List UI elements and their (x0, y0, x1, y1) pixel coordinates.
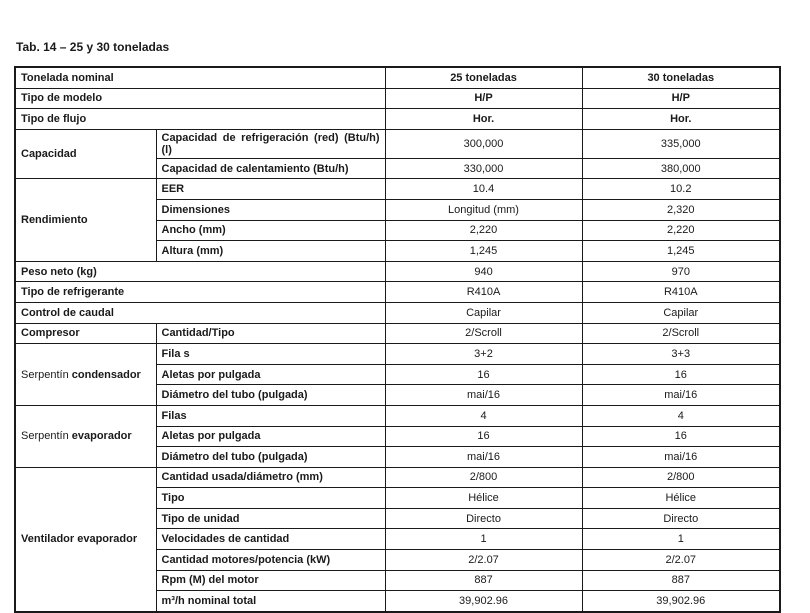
row-sublabel: Altura (mm) (156, 241, 385, 262)
row-value: 1 (385, 529, 582, 550)
group-label-compresor: Compresor (15, 323, 156, 344)
header-col-30: 30 toneladas (582, 67, 780, 88)
row-label: Tipo de modelo (15, 88, 385, 109)
row-value: 330,000 (385, 158, 582, 179)
table-row (15, 179, 780, 200)
group-label-ventilador: Ventilador evaporador (15, 467, 156, 612)
group-label-bold: evaporador (71, 430, 132, 443)
row-value: R410A (385, 282, 582, 303)
row-value: Directo (385, 508, 582, 529)
row-value: 2,320 (582, 199, 780, 220)
row-value: 16 (582, 426, 780, 447)
row-value: 2/2.07 (385, 550, 582, 571)
row-sublabel: Velocidades de cantidad (156, 529, 385, 550)
group-label-prefix: Serpentín (21, 430, 72, 443)
row-value: 1,245 (385, 241, 582, 262)
row-value: 940 (385, 261, 582, 282)
row-value: 1,245 (582, 241, 780, 262)
row-value: 2/800 (385, 467, 582, 488)
row-value: mai/16 (385, 447, 582, 468)
table-row (15, 129, 780, 158)
table-row (15, 109, 780, 130)
row-sublabel: Cantidad motores/potencia (kW) (156, 550, 385, 571)
table-row (15, 282, 780, 303)
row-sublabel: Capacidad de calentamiento (Btu/h) (156, 158, 385, 179)
row-value: 16 (582, 364, 780, 385)
row-sublabel: Tipo (156, 488, 385, 509)
row-value: 300,000 (385, 129, 582, 158)
group-label-condensador (15, 344, 156, 406)
row-value: 39,902.96 (582, 591, 780, 612)
group-label-prefix: Serpentín (21, 368, 72, 381)
row-value: 39,902.96 (385, 591, 582, 612)
row-sublabel: Rpm (M) del motor (156, 570, 385, 591)
row-value: 2,220 (385, 220, 582, 241)
row-sublabel: EER (156, 179, 385, 200)
row-sublabel: Aletas por pulgada (156, 364, 385, 385)
table-row (15, 88, 780, 109)
row-value: 887 (385, 570, 582, 591)
row-value: 2/Scroll (582, 323, 780, 344)
row-value: Hélice (385, 488, 582, 509)
row-label: Peso neto (kg) (15, 261, 385, 282)
row-label: Control de caudal (15, 302, 385, 323)
row-value: R410A (582, 282, 780, 303)
group-label-rendimiento: Rendimiento (15, 179, 156, 261)
row-sublabel: Diámetro del tubo (pulgada) (156, 385, 385, 406)
table-row (15, 344, 780, 365)
group-label-bold: condensador (71, 368, 141, 381)
row-value: 887 (582, 570, 780, 591)
row-value: 2,220 (582, 220, 780, 241)
row-value: Hélice (582, 488, 780, 509)
row-value: mai/16 (582, 447, 780, 468)
row-sublabel: m³/h nominal total (156, 591, 385, 612)
table-row (15, 405, 780, 426)
row-label: Tipo de flujo (15, 109, 385, 130)
row-value: 970 (582, 261, 780, 282)
row-sublabel: Tipo de unidad (156, 508, 385, 529)
row-value: 3+2 (385, 344, 582, 365)
row-sublabel: Cantidad/Tipo (156, 323, 385, 344)
row-value: 4 (582, 405, 780, 426)
spec-table (14, 66, 781, 613)
row-value: mai/16 (582, 385, 780, 406)
row-value: 4 (385, 405, 582, 426)
table-row (15, 261, 780, 282)
row-value: Longitud (mm) (385, 199, 582, 220)
row-sublabel: Ancho (mm) (156, 220, 385, 241)
table-row (15, 323, 780, 344)
table-row (15, 302, 780, 323)
row-sublabel: Aletas por pulgada (156, 426, 385, 447)
row-value: Directo (582, 508, 780, 529)
row-value: H/P (582, 88, 780, 109)
row-value: 2/800 (582, 467, 780, 488)
row-value: 1 (582, 529, 780, 550)
row-value: 380,000 (582, 158, 780, 179)
row-value: Capilar (385, 302, 582, 323)
row-sublabel: Capacidad de refrigeración (red) (Btu/h) (l) (156, 129, 385, 158)
table-caption: Tab. 14 – 25 y 30 toneladas (16, 40, 170, 54)
row-value: 16 (385, 364, 582, 385)
row-sublabel: Diámetro del tubo (pulgada) (156, 447, 385, 468)
header-col-25: 25 toneladas (385, 67, 582, 88)
row-value: Hor. (385, 109, 582, 130)
row-value: 10.2 (582, 179, 780, 200)
table-row (15, 467, 780, 488)
row-value: Capilar (582, 302, 780, 323)
row-value: 335,000 (582, 129, 780, 158)
row-sublabel: Fila s (156, 344, 385, 365)
header-label: Tonelada nominal (15, 67, 385, 88)
row-sublabel: Dimensiones (156, 199, 385, 220)
row-value: mai/16 (385, 385, 582, 406)
row-label: Tipo de refrigerante (15, 282, 385, 303)
group-label-capacidad: Capacidad (15, 129, 156, 179)
group-label-evaporador (15, 405, 156, 467)
row-value: 2/Scroll (385, 323, 582, 344)
table-row (15, 67, 780, 88)
row-sublabel: Filas (156, 405, 385, 426)
row-sublabel: Cantidad usada/diámetro (mm) (156, 467, 385, 488)
row-value: Hor. (582, 109, 780, 130)
row-value: 16 (385, 426, 582, 447)
row-value: 3+3 (582, 344, 780, 365)
row-value: 10.4 (385, 179, 582, 200)
row-value: H/P (385, 88, 582, 109)
row-value: 2/2.07 (582, 550, 780, 571)
